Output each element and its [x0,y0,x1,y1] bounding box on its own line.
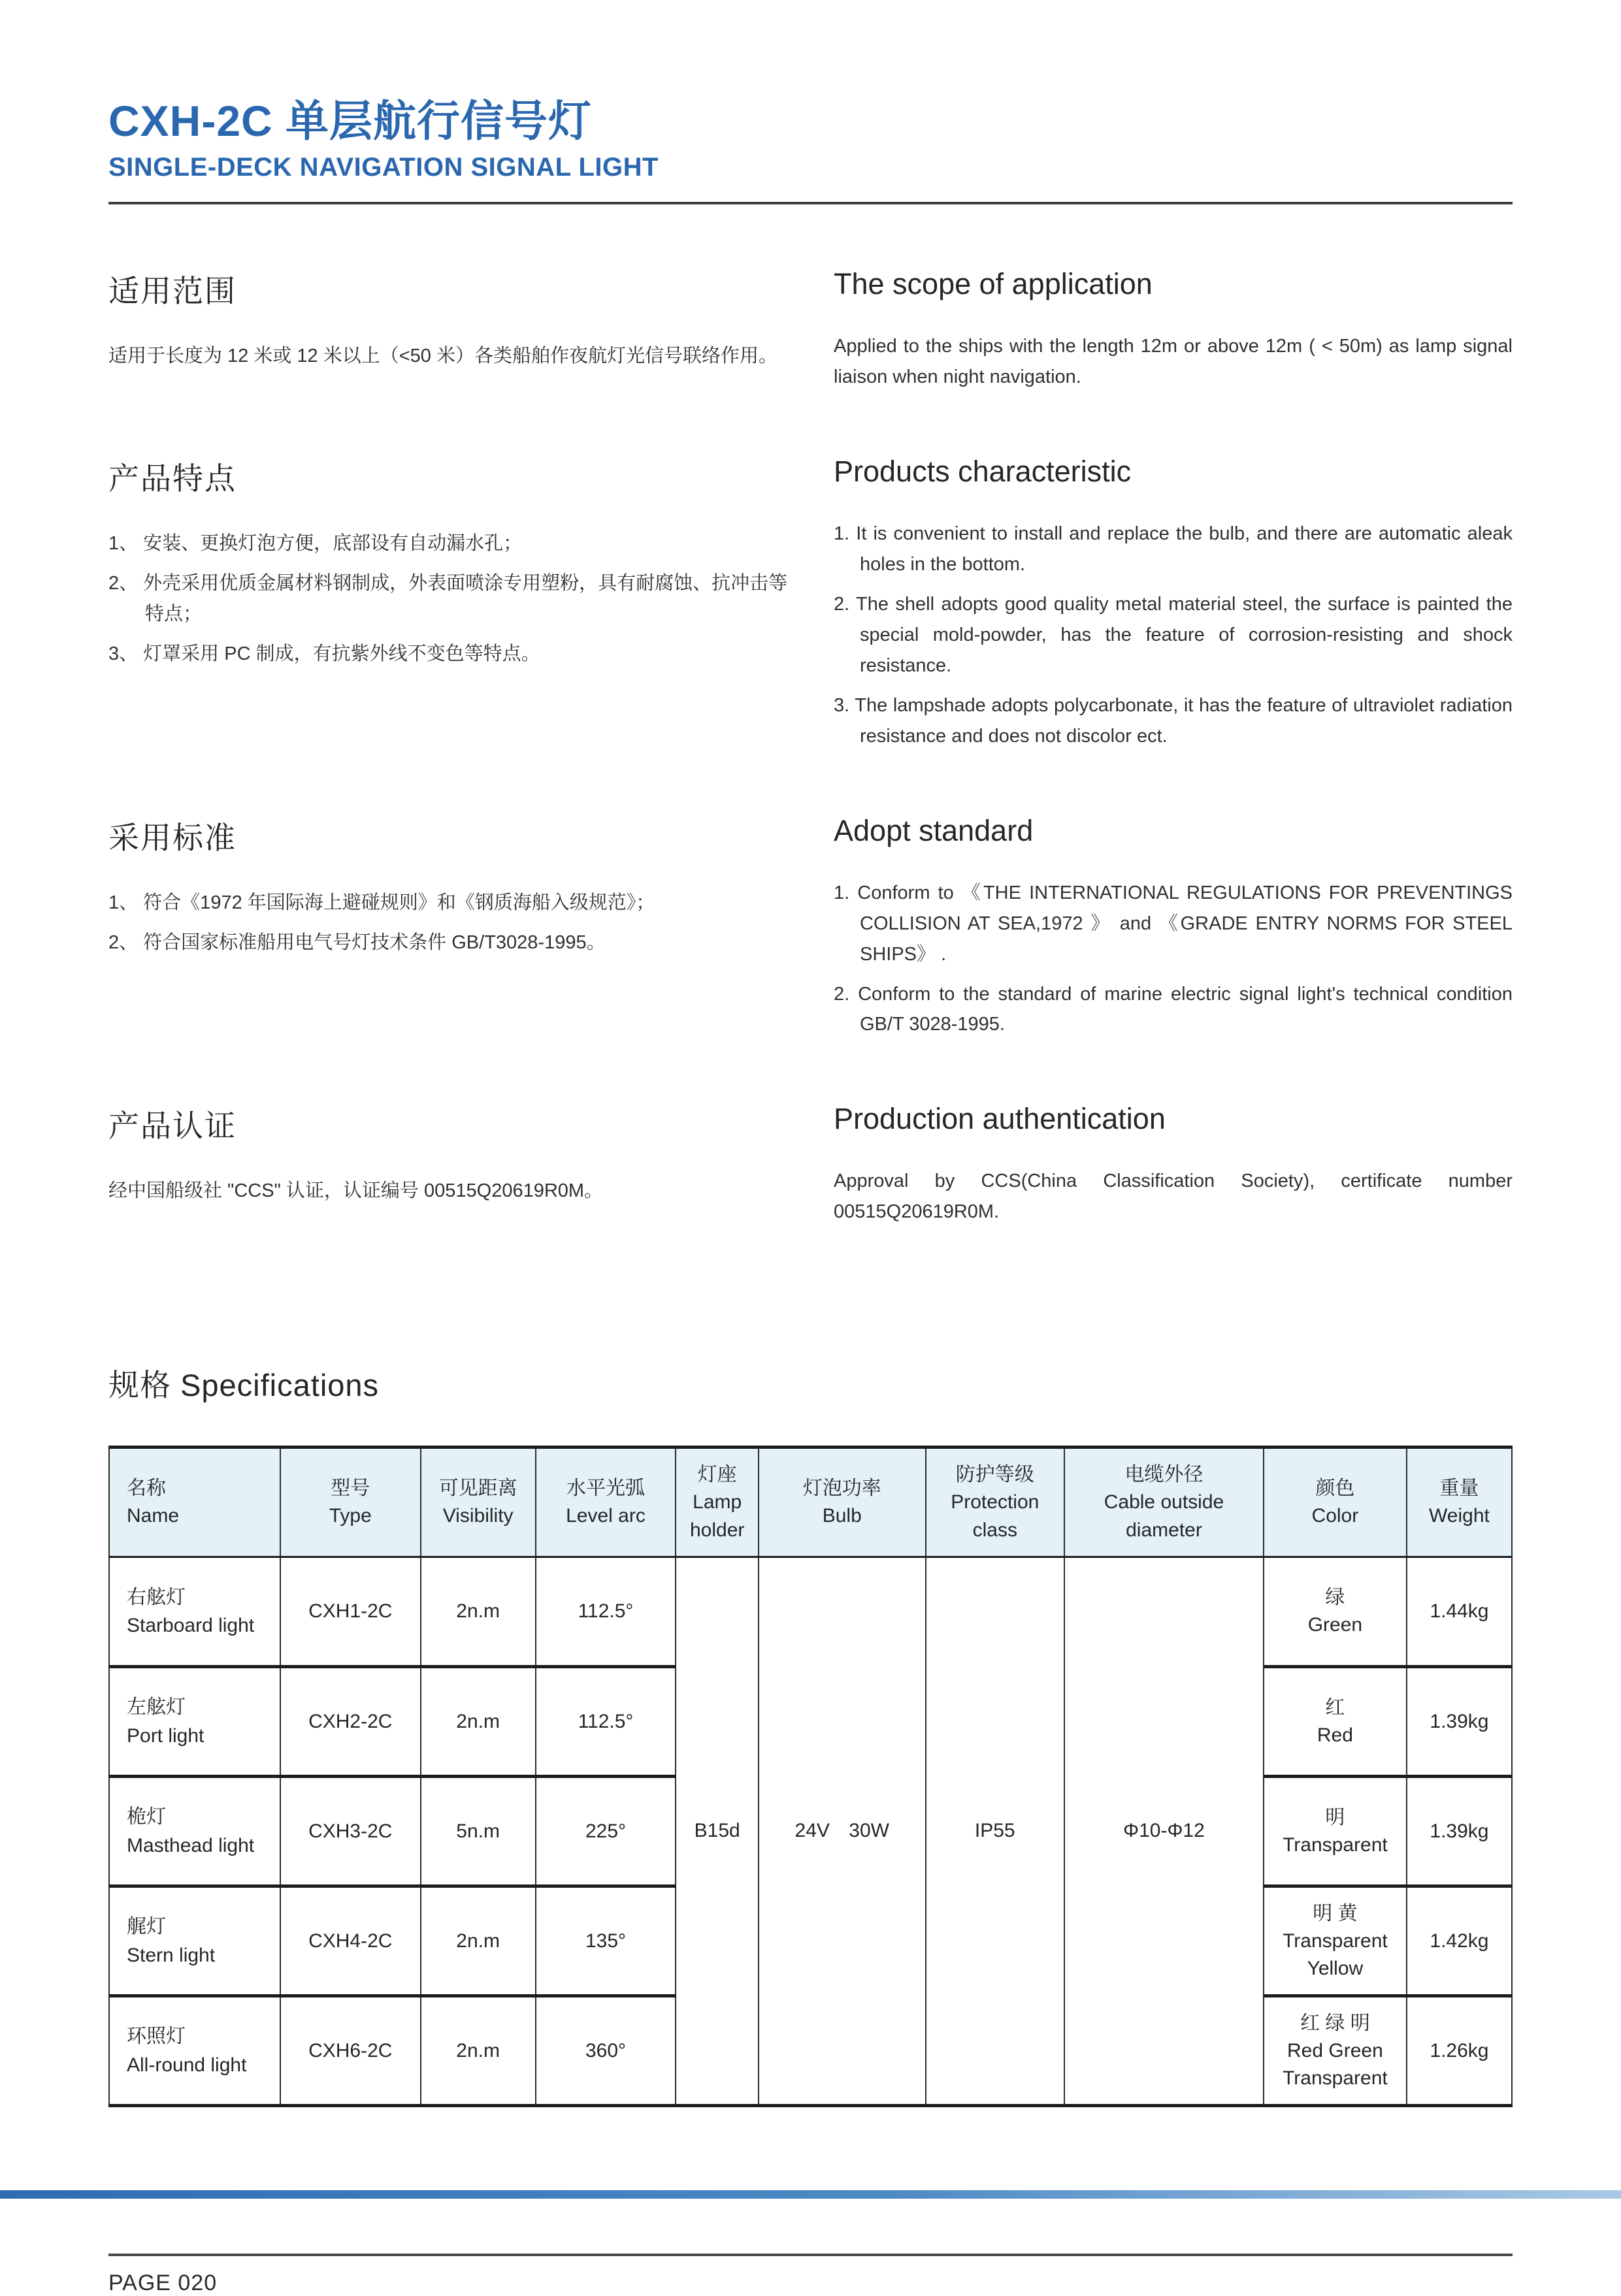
page-title-zh: CXH-2C 单层航行信号灯 [108,97,593,145]
specifications-table [108,1446,1513,2107]
standard-list-zh [108,888,788,958]
section-heading: 采用标准 [108,820,237,855]
header-zh: 颜色 [1315,1477,1355,1499]
table-header-row [109,1447,1512,1557]
color-en: Transparent [1283,1834,1388,1856]
list-item: 2. Conform to the standard of marine electric signal light's technical condition GB/T 3028-1995. [834,983,1513,1035]
cell-level-arc: 112.5° [536,1667,676,1777]
header-en: Name [127,1505,180,1527]
header-en: Cable outside diameter [1104,1491,1224,1541]
cell-weight: 1.42kg [1407,1886,1512,1996]
content-columns [108,267,1513,1228]
section-heading: The scope of application [834,267,1153,300]
section-certification-en [834,1102,1513,1227]
cell-level-arc: 360° [536,1996,676,2106]
list-item: 1. Conform to 《THE INTERNATIONAL REGULATIONS FOR PREVENTINGS COLLISION AT SEA,1972 》 and 《GRADE ENTRY NORMS FOR STEEL SHIPS》 . [834,882,1513,965]
cell-visibility: 5n.m [421,1777,536,1886]
page-title-en: SINGLE-DECK NAVIGATION SIGNAL LIGHT [108,152,659,182]
cell-level-arc: 135° [536,1886,676,1996]
cell-name [109,1996,280,2106]
cell-color [1264,1996,1407,2106]
color-zh: 红 绿 明 [1300,2012,1370,2034]
section-body: 适用于长度为 12 米或 12 米以上（<50 米）各类船舶作夜航灯光信号联络作用。 [108,345,778,366]
list-item: 3、 灯罩采用 PC 制成，有抗紫外线不变色等特点。 [108,643,540,664]
header-zh: 重量 [1439,1477,1479,1499]
color-zh: 明 [1325,1806,1345,1828]
page-number: PAGE 020 [108,2271,218,2296]
section-standard-en [834,814,1513,1041]
header-en: Protection class [951,1491,1040,1541]
list-item: 2、 外壳采用优质金属材料钢制成，外表面喷涂专用塑粉，具有耐腐蚀、抗冲击等特点； [108,572,788,624]
cell-name [109,1777,280,1886]
cell-type: CXH4-2C [280,1886,421,1996]
footer-rule [108,2254,1513,2256]
color-zh: 绿 [1325,1587,1345,1609]
page-footer [108,2254,1513,2296]
cell-type: CXH2-2C [280,1667,421,1777]
color-zh: 明 黄 [1313,1902,1358,1924]
color-en: Red Green Transparent [1283,2039,1388,2089]
column-header-name [109,1447,280,1557]
section-body: Approval by CCS(China Classification Society), certificate number 00515Q20619R0M. [834,1171,1513,1223]
cell-cable-diameter: Φ10-Φ12 [1064,1557,1264,2106]
cell-level-arc: 112.5° [536,1557,676,1667]
section-heading: 产品认证 [108,1108,237,1144]
cell-weight: 1.39kg [1407,1667,1512,1777]
header-zh: 可见距离 [438,1477,517,1499]
list-item: 1、 安装、更换灯泡方便，底部设有自动漏水孔； [108,532,523,554]
column-header-weight [1407,1447,1512,1557]
section-heading: 适用范围 [108,273,237,308]
header-en: Color [1311,1505,1359,1527]
cell-weight: 1.26kg [1407,1996,1512,2106]
name-en: Starboard light [127,1615,255,1637]
cell-protection-class: IP55 [926,1557,1065,2106]
name-en: Masthead light [127,1834,255,1856]
cell-name [109,1667,280,1777]
cell-type: CXH6-2C [280,1996,421,2106]
cell-type: CXH3-2C [280,1777,421,1886]
section-certification-zh [108,1102,788,1227]
column-header-type [280,1447,421,1557]
name-en: Stern light [127,1944,216,1966]
header-zh: 水平光弧 [566,1477,645,1499]
header-zh: 灯泡功率 [802,1477,881,1499]
name-zh: 右舷灯 [127,1586,186,1608]
name-zh: 左舷灯 [127,1696,186,1719]
cell-level-arc: 225° [536,1777,676,1886]
column-header-bulb [759,1447,925,1557]
column-header-protection-class [926,1447,1065,1557]
feature-list-en [834,519,1513,752]
header-en: Bulb [822,1505,862,1527]
name-zh: 桅灯 [127,1806,166,1828]
header-zh: 防护等级 [955,1463,1034,1485]
list-item: 2. The shell adopts good quality metal material steel, the surface is painted the special mold-powder, has the feature of corrosion-resisting and shock resistance. [834,593,1513,676]
list-item: 1. It is convenient to install and replace the bulb, and there are automatic aleak holes in the bottom. [834,523,1513,575]
cell-color [1264,1886,1407,1996]
column-header-lamp-holder [676,1447,759,1557]
list-item: 3. The lampshade adopts polycarbonate, it has the feature of ultraviolet radiation resistance and does not discolor ect. [834,694,1513,747]
header-zh: 名称 [127,1477,166,1499]
section-heading: Adopt standard [834,813,1034,847]
header-en: Type [329,1505,372,1527]
section-scope-en [834,267,1513,393]
header-zh: 型号 [331,1477,370,1499]
section-body: Applied to the ships with the length 12m or above 12m ( < 50m) as lamp signal liaison when night navigation. [834,335,1513,387]
header-zh: 灯座 [697,1463,737,1485]
standard-list-en [834,878,1513,1041]
bottom-accent-bar [0,2190,1621,2199]
column-header-visibility [421,1447,536,1557]
name-zh: 艉灯 [127,1916,166,1938]
cell-color [1264,1667,1407,1777]
cell-visibility: 2n.m [421,1996,536,2106]
title-rule [108,202,1513,204]
color-en: Green [1307,1614,1363,1636]
table-row [109,1557,1512,1667]
name-zh: 环照灯 [127,2026,186,2048]
cell-lamp-holder: B15d [676,1557,759,2106]
cell-name [109,1886,280,1996]
section-heading: 产品特点 [108,461,237,496]
specifications-section [108,1361,1513,2107]
list-item: 2、 符合国家标准船用电气号灯技术条件 GB/T3028-1995。 [108,931,606,953]
cell-color [1264,1557,1407,1667]
cell-weight: 1.39kg [1407,1777,1512,1886]
header-en: Visibility [442,1505,514,1527]
cell-visibility: 2n.m [421,1557,536,1667]
section-features-zh [108,455,788,752]
specifications-title: 规格 Specifications [108,1368,380,1403]
section-heading: Products characteristic [834,454,1132,488]
cell-bulb: 24V 30W [759,1557,925,2106]
column-header-level-arc [536,1447,676,1557]
list-item: 1、 符合《1972 年国际海上避碰规则》和《钢质海船入级规范》； [108,892,655,913]
section-standard-zh [108,814,788,1041]
name-en: All-round light [127,2054,247,2076]
header-en: Lamp holder [689,1491,745,1541]
cell-visibility: 2n.m [421,1886,536,1996]
section-scope-zh [108,267,788,393]
column-header-color [1264,1447,1407,1557]
color-en: Red [1317,1724,1353,1746]
header-en: Level arc [566,1505,646,1527]
color-zh: 红 [1325,1696,1345,1719]
cell-color [1264,1777,1407,1886]
color-en: Transparent Yellow [1283,1930,1388,1979]
section-body: 经中国船级社 "CCS" 认证，认证编号 00515Q20619R0M。 [108,1180,604,1202]
column-header-cable-diameter [1064,1447,1264,1557]
cell-visibility: 2n.m [421,1667,536,1777]
feature-list-zh [108,528,788,670]
section-heading: Production authentication [834,1102,1166,1136]
cell-name [109,1557,280,1667]
cell-type: CXH1-2C [280,1557,421,1667]
page-header [108,0,1513,204]
name-en: Port light [127,1724,205,1747]
header-zh: 电缆外径 [1124,1463,1203,1485]
header-en: Weight [1429,1505,1490,1527]
cell-weight: 1.44kg [1407,1557,1512,1667]
section-features-en [834,455,1513,752]
